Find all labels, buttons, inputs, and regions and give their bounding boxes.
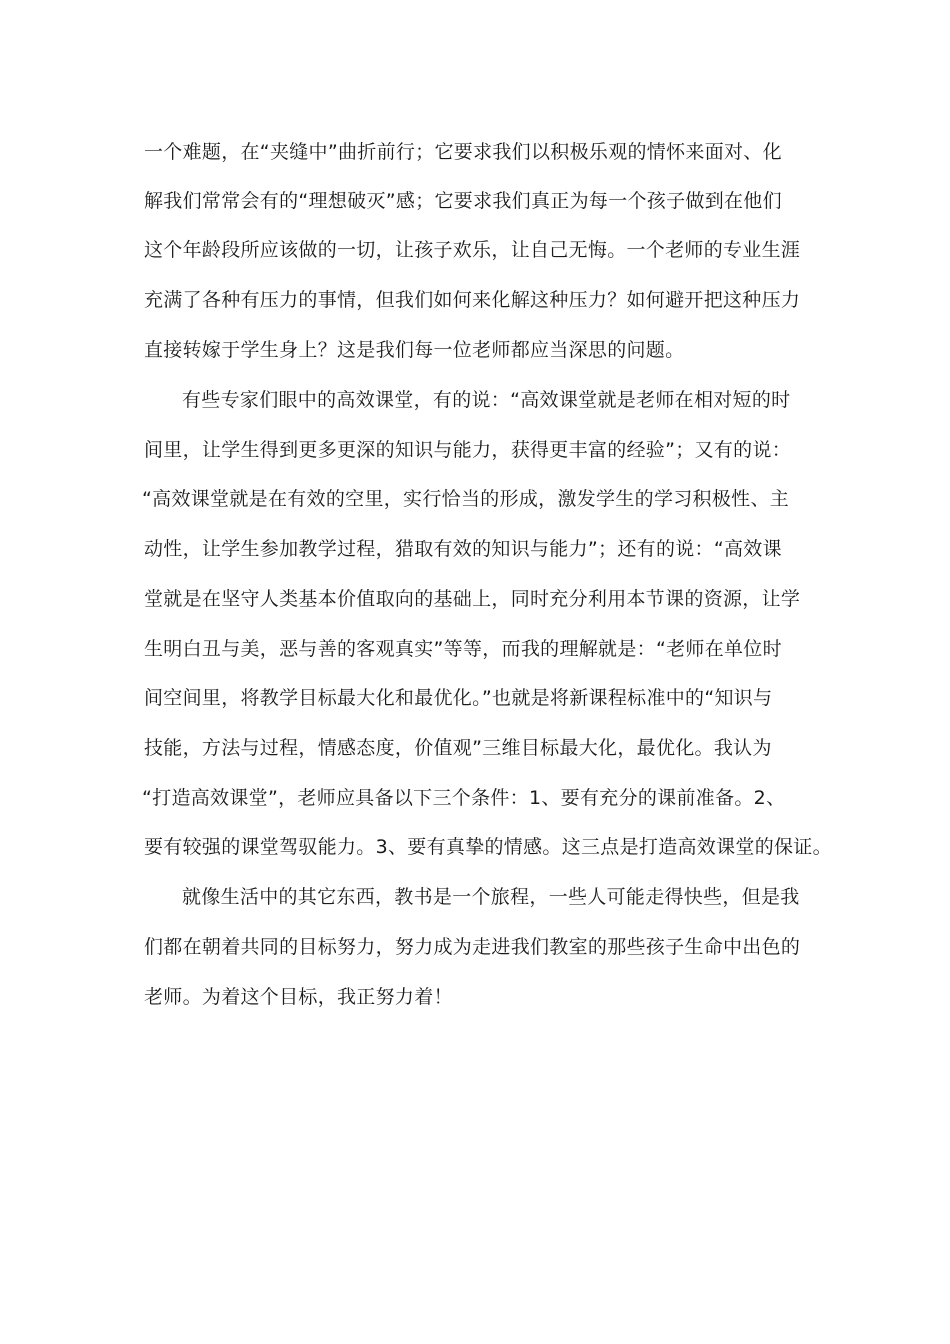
- paragraph-1-line-1: 一个难题，在“夹缝中”曲折前行；它要求我们以积极乐观的情怀来面对、化: [144, 141, 782, 163]
- paragraph-2-line-8: 技能，方法与过程，情感态度，价值观”三维目标最大化，最优化。我认为: [144, 737, 772, 759]
- paragraph-2-line-6: 生明白丑与美，恶与善的客观真实”等等，而我的理解就是：“老师在单位时: [144, 638, 782, 660]
- paragraph-2-line-4: 动性，让学生参加教学过程，猎取有效的知识与能力”；还有的说：“高效课: [144, 538, 782, 560]
- paragraph-3-line-3: 老师。为着这个目标，我正努力着！: [144, 986, 453, 1008]
- paragraph-2-line-9: “打造高效课堂”，老师应具备以下三个条件：1、要有充分的课前准备。2、: [142, 787, 786, 809]
- paragraph-2-line-7: 间空间里，将教学目标最大化和最优化。”也就是将新课程标准中的“知识与: [144, 687, 773, 709]
- paragraph-1-line-5: 直接转嫁于学生身上？这是我们每一位老师都应当深思的问题。: [144, 339, 685, 361]
- paragraph-1-line-4: 充满了各种有压力的事情，但我们如何来化解这种压力？如何避开把这种压力: [144, 289, 801, 311]
- paragraph-3-line-2: 们都在朝着共同的目标努力，努力成为走进我们教室的那些孩子生命中出色的: [144, 936, 801, 958]
- paragraph-2-line-5: 堂就是在坚守人类基本价值取向的基础上，同时充分利用本节课的资源，让学: [144, 588, 801, 610]
- paragraph-1-line-2: 解我们常常会有的“理想破灭”感；它要求我们真正为每一个孩子做到在他们: [144, 190, 782, 212]
- paragraph-2-line-10: 要有较强的课堂驾驭能力。3、要有真挚的情感。这三点是打造高效课堂的保证。: [144, 836, 832, 858]
- paragraph-2-line-3: “高效课堂就是在有效的空里，实行恰当的形成，激发学生的学习积极性、主: [142, 488, 790, 510]
- paragraph-2-line-1: 有些专家们眼中的高效课堂，有的说：“高效课堂就是老师在相对短的时: [182, 389, 791, 411]
- paragraph-3-line-1: 就像生活中的其它东西，教书是一个旅程，一些人可能走得快些，但是我: [182, 886, 800, 908]
- paragraph-2-line-2: 间里，让学生得到更多更深的知识与能力，获得更丰富的经验”；又有的说：: [144, 439, 792, 461]
- paragraph-1-line-3: 这个年龄段所应该做的一切，让孩子欢乐，让自己无悔。一个老师的专业生涯: [144, 239, 801, 261]
